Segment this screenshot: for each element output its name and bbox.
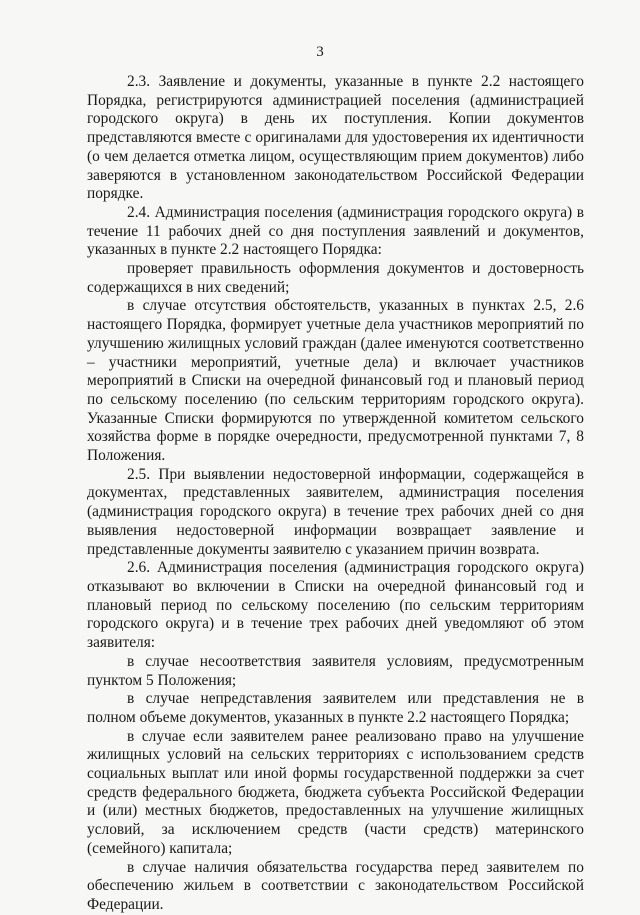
paragraph-2-6-item-3: в случае если заявителем ранее реализовано право на улучшение жилищных условий на сельских территориях с использованием средств социальных выплат или иной формы государственной поддержки за счет средств федерального бюджета, бюджета субъекта Российской Федерации и (или) местных бюджетов, предоставленных на улучшение жилищных условий, за исключением средств (части средств) материнского (семейного) капитала; — [87, 727, 584, 857]
paragraph-2-3: 2.3. Заявление и документы, указанные в пункте 2.2 настоящего Порядка, регистрируются администрацией поселения (администрацией городского округа) в день их поступления. Копии документов представляются вместе с оригиналами для удостоверения их идентичности (о чем делается отметка лицом, осуществляющим прием документов) либо заверяются в установленном законодательством Российской Федерации порядке. — [87, 73, 584, 203]
paragraph-2-4: 2.4. Администрация поселения (администрация городского округа) в течение 11 рабочих дней со дня поступления заявлений и документов, указанных в пункте 2.2 настоящего Порядка: — [87, 203, 584, 259]
paragraph-2-5: 2.5. При выявлении недостоверной информации, содержащейся в документах, представленных заявителем, администрация поселения (администрация городского округа) в течение трех рабочих дней со дня выявления недостоверной информации возвращает заявление и представленные документы заявителю с указанием причин возврата. — [87, 465, 584, 558]
paragraph-2-6: 2.6. Администрация поселения (администрация городского округа) отказывают во включении в Списки на очередной финансовый год и плановый период по сельскому поселению (по сельским территориям городского округа) и в течение трех рабочих дней уведомляют об этом заявителя: — [87, 559, 584, 652]
page-number: 3 — [316, 44, 324, 60]
paragraph-2-6-item-4: в случае наличия обязательства государства перед заявителем по обеспечению жильем в соответствии с законодательством Российской Федерации. — [87, 858, 584, 913]
paragraph-2-4-check: проверяет правильность оформления документов и достоверность содержащихся в них сведений; — [87, 260, 584, 296]
document-body — [87, 73, 584, 915]
paragraph-2-4-form-lists: в случае отсутствия обстоятельств, указанных в пунктах 2.5, 2.6 настоящего Порядка, формирует учетные дела участников мероприятий по улучшению жилищных условий граждан (далее именуются соответственно – участники мероприятий, учетные дела) и включает участников мероприятий в Списки на очередной финансовый год и плановый период по сельскому поселению (по сельским территориям городского округа). Указанные Списки формируются по утвержденной комитетом сельского хозяйства форме в порядке очередности, предусмотренной пунктами 7, 8 Положения. — [87, 297, 584, 465]
paragraph-2-6-item-1: в случае несоответствия заявителя условиям, предусмотренным пунктом 5 Положения; — [87, 652, 584, 689]
paragraph-2-6-item-2: в случае непредставления заявителем или представления не в полном объеме документов, указанных в пункте 2.2 настоящего Порядка; — [87, 690, 584, 726]
